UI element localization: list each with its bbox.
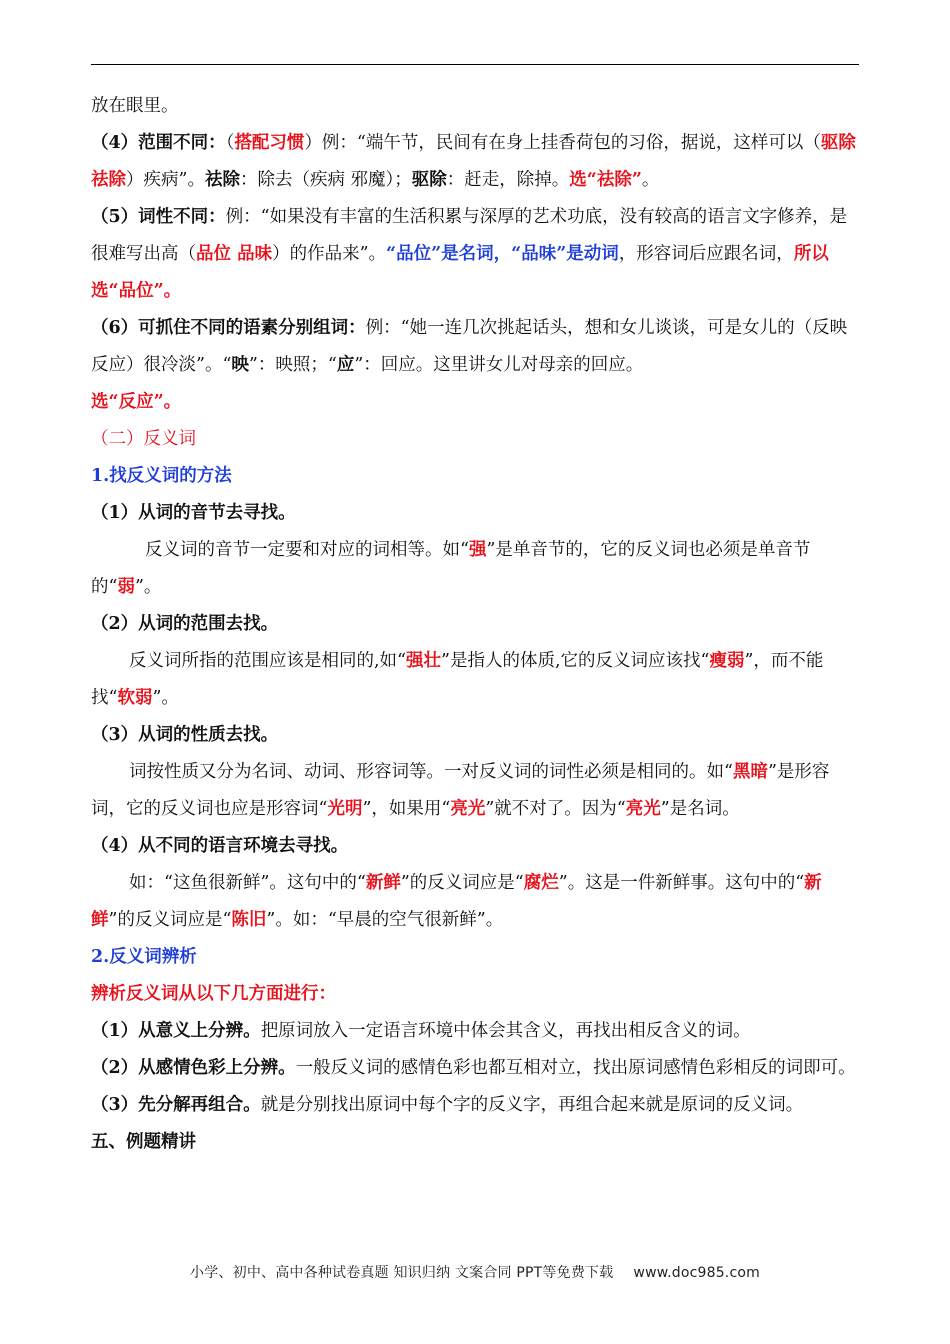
- analysis-emotion: （2）从感情色彩上分辨。一般反义词的感情色彩也都互相对立，找出原词感情色彩相反的词即可。: [91, 1058, 856, 1078]
- section-heading-examples: 五、例题精讲: [91, 1132, 196, 1152]
- point-part-of-speech: （5）词性不同：例：“如果没有丰富的生活积累与深厚的艺术功底，没有较高的语言文字修养，是很难写出高（品位 品味）的作品来”。“品位”是名词，“品味”是动词，形容词后应跟名词，所以选“品位”。: [91, 207, 848, 301]
- point-label: （6）可抓住不同的语素分别组词：: [91, 318, 366, 338]
- answer-highlight: 选“反应”。: [91, 392, 182, 412]
- analysis-decompose: （3）先分解再组合。就是分别找出原词中每个字的反义字，再组合起来就是原词的反义词。: [91, 1095, 804, 1115]
- subsection-heading-analysis: 2.反义词辨析: [91, 947, 197, 967]
- method-syllable-label: （1）从词的音节去寻找。: [91, 503, 296, 523]
- subsection-heading-methods: 1.找反义词的方法: [91, 466, 232, 486]
- point-label: （5）词性不同：: [91, 207, 226, 227]
- method-scope-text: 反义词所指的范围应该是相同的,如“强壮”是指人的体质,它的反义词应该找“瘦弱”，而不能找“软弱”。: [91, 651, 824, 708]
- method-nature-label: （3）从词的性质去找。: [91, 725, 279, 745]
- method-nature-text: 词按性质又分为名词、动词、形容词等。一对反义词的词性必须是相同的。如“黑暗”是形容词，它的反义词也应是形容词“光明”，如果用“亮光”就不对了。因为“亮光”是名词。: [91, 762, 830, 819]
- method-scope-label: （2）从词的范围去找。: [91, 614, 279, 634]
- analysis-meaning: （1）从意义上分辨。把原词放入一定语言环境中体会其含义，再找出相反含义的词。: [91, 1021, 751, 1041]
- page-footer: [0, 1262, 950, 1282]
- document-body: [91, 88, 861, 1161]
- footer-url[interactable]: www.doc985.com: [633, 1265, 760, 1281]
- answer-highlight: 选“祛除”: [569, 170, 642, 190]
- continued-text: 放在眼里。: [91, 96, 179, 116]
- answer-highlight: 所以选“品位”。: [91, 244, 829, 301]
- analysis-intro: 辨析反义词从以下几方面进行：: [91, 984, 336, 1004]
- method-context-label: （4）从不同的语言环境去寻找。: [91, 836, 349, 856]
- method-context-text: 如：“这鱼很新鲜”。这句中的“新鲜”的反义词应是“腐烂”。这是一件新鲜事。这句中的“新鲜”的反义词应是“陈旧”。如：“早晨的空气很新鲜”。: [91, 873, 822, 930]
- point-label: （4）范围不同：: [91, 133, 226, 153]
- section-heading-antonyms: （二）反义词: [91, 429, 196, 449]
- point-morpheme: （6）可抓住不同的语素分别组词：例：“她一连几次挑起话头，想和女儿谈谈，可是女儿的（反映 反应）很冷淡”。“映”：映照；“应”：回应。这里讲女儿对母亲的回应。 选“反应”。: [91, 318, 848, 412]
- footer-text: 小学、初中、高中各种试卷真题 知识归纳 文案合同 PPT等免费下载: [190, 1265, 614, 1281]
- header-rule: [91, 64, 859, 65]
- method-syllable-text: 反义词的音节一定要和对应的词相等。如“强”是单音节的，它的反义词也必须是单音节的“弱”。: [91, 540, 811, 597]
- point-scope-difference: （4）范围不同：（搭配习惯）例：“端午节，民间有在身上挂香荷包的习俗，据说，这样可以（驱除 祛除）疾病”。祛除：除去（疾病 邪魔）；驱除：赶走，除掉。选“祛除”。: [91, 133, 856, 190]
